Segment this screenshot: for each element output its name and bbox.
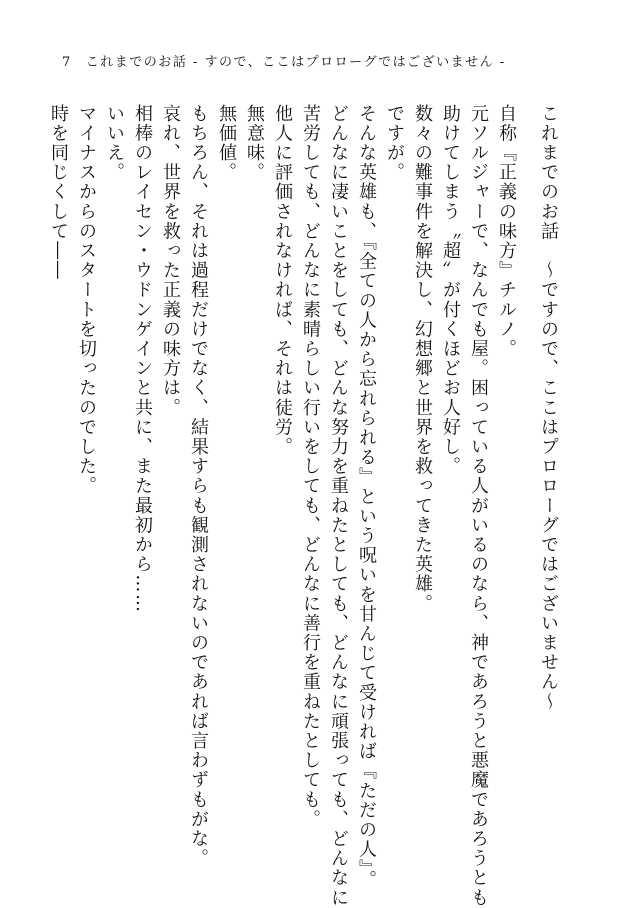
text-line: いいえ。 <box>104 104 125 183</box>
chapter-title: これまでのお話 ～ですので、ここはプロローグではございません～ <box>538 104 559 712</box>
text-line: 相棒のレイセン・ウドンゲインと共に、また最初から…… <box>132 104 153 614</box>
page-number: 7 <box>62 55 72 70</box>
text-line: 無意味。 <box>244 104 265 183</box>
text-line: ですが。 <box>384 104 405 183</box>
text-line: 苦労しても、どんなに素晴らしい行いをしても、どんなに善行を重ねたとしても。 <box>300 104 321 830</box>
text-line: 他人に評価されなければ、それは徒労。 <box>272 104 293 457</box>
text-line: もちろん、それは過程だけでなく、結果すらも観測されないのであれば言わずもがな。 <box>188 104 209 869</box>
text-line: どんなに凄いことをしても、どんな努力を重ねたとしても、どんなに頑張っても、どんなに <box>328 104 349 908</box>
text-line: マイナスからのスタートを切ったのでした。 <box>76 104 97 496</box>
running-title: これまでのお話 - すので、ここはプロローグではございません - <box>85 55 506 70</box>
text-line: 無価値。 <box>216 104 237 183</box>
text-line: 助けてしまう〝超〟が付くほどお人好し。 <box>440 104 461 477</box>
text-line: そんな英雄も、『全ての人から忘れられる』という呪いを甘んじて受ければ『ただの人』。 <box>356 104 377 890</box>
text-line: 時を同じくして―― <box>48 104 69 281</box>
running-header <box>62 52 582 74</box>
text-line: 元ソルジャーで、なんでも屋。困っている人がいるのなら、神であろうと悪魔であろうとも <box>468 104 489 908</box>
vertical-body-text <box>48 104 562 908</box>
text-line: 自称『正義の味方』チルノ。 <box>496 104 517 359</box>
text-line: 数々の難事件を解決し、幻想郷と世界を救ってきた英雄。 <box>412 104 433 614</box>
text-line: 哀れ、世界を救った正義の味方は。 <box>160 104 181 418</box>
